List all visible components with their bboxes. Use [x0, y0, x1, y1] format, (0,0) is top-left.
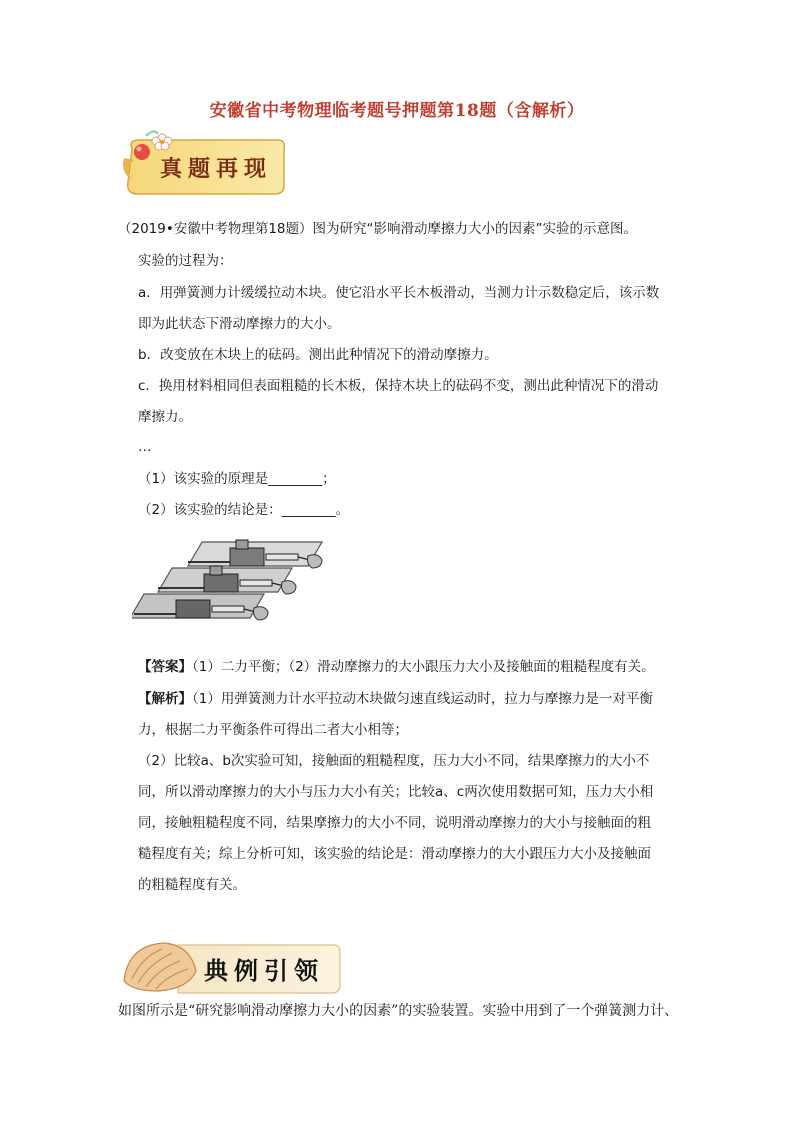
answer-label: 【答案】 — [138, 659, 192, 675]
analysis-line-4: 同，所以滑动摩擦力的大小与压力大小有关；比较a、c两次使用数据可知，压力大小相 — [138, 784, 654, 800]
example-line-1: 如图所示是“研究影响滑动摩擦力大小的因素”的实验装置。实验中用到了一个弹簧测力计、 — [118, 1003, 679, 1019]
analysis-line-2: 力，根据二力平衡条件可得出二者大小相等； — [138, 722, 408, 738]
analysis-line-7: 的粗糙程度有关。 — [138, 877, 246, 893]
question-1: （1）该实验的原理是________； — [138, 471, 336, 487]
analysis-line-3: （2）比较a、b次实验可知，接触面的粗糙程度，压力大小不同，结果摩擦力的大小不 — [138, 753, 650, 769]
banner-title: 真题再现 — [160, 156, 273, 182]
process-label: 实验的过程为： — [138, 253, 233, 269]
answer-text: （1）二力平衡；（2）滑动摩擦力的大小跟压力大小及接触面的粗糙程度有关。 — [192, 659, 655, 675]
step-c-line-2: 摩擦力。 — [138, 409, 192, 425]
analysis-line-1 — [138, 689, 653, 709]
experiment-figure — [132, 532, 332, 644]
step-b: b．改变放在木块上的砝码。测出此种情况下的滑动摩擦力。 — [138, 347, 498, 363]
section-banner-real-questions — [118, 128, 290, 198]
friction-experiment-illustration — [132, 532, 332, 644]
step-c-line-1: c．换用材料相同但表面粗糙的长木板，保持木块上的砝码不变，测出此种情况下的滑动 — [138, 378, 659, 394]
analysis-line-6: 糙程度有关；综上分析可知，该实验的结论是：滑动摩擦力的大小跟压力大小及接触面 — [138, 846, 651, 862]
question-intro: （2019•安徽中考物理第18题）图为研究“影响滑动摩擦力大小的因素”实验的示意图。 — [118, 221, 637, 237]
analysis-label: 【解析】 — [138, 691, 192, 707]
section-banner-examples — [118, 935, 342, 997]
analysis-line-5: 同，接触粗糙程度不同，结果摩擦力的大小不同，说明滑动摩擦力的大小与接触面的粗 — [138, 815, 651, 831]
step-a-line-2: 即为此状态下滑动摩擦力的大小。 — [138, 316, 341, 332]
banner-title-2: 典例引领 — [204, 956, 324, 985]
page-title: 安徽省中考物理临考题号押题第18题（含解析） — [209, 101, 585, 121]
answer-line — [138, 657, 655, 677]
ellipsis: … — [138, 439, 152, 455]
question-2: （2）该实验的结论是：________。 — [138, 502, 350, 518]
analysis-text-1: （1）用弹簧测力计水平拉动木块做匀速直线运动时，拉力与摩擦力是一对平衡 — [192, 691, 653, 707]
step-a-line-1: a．用弹簧测力计缓缓拉动木块。使它沿水平长木板滑动，当测力计示数稳定后，该示数 — [138, 285, 660, 301]
